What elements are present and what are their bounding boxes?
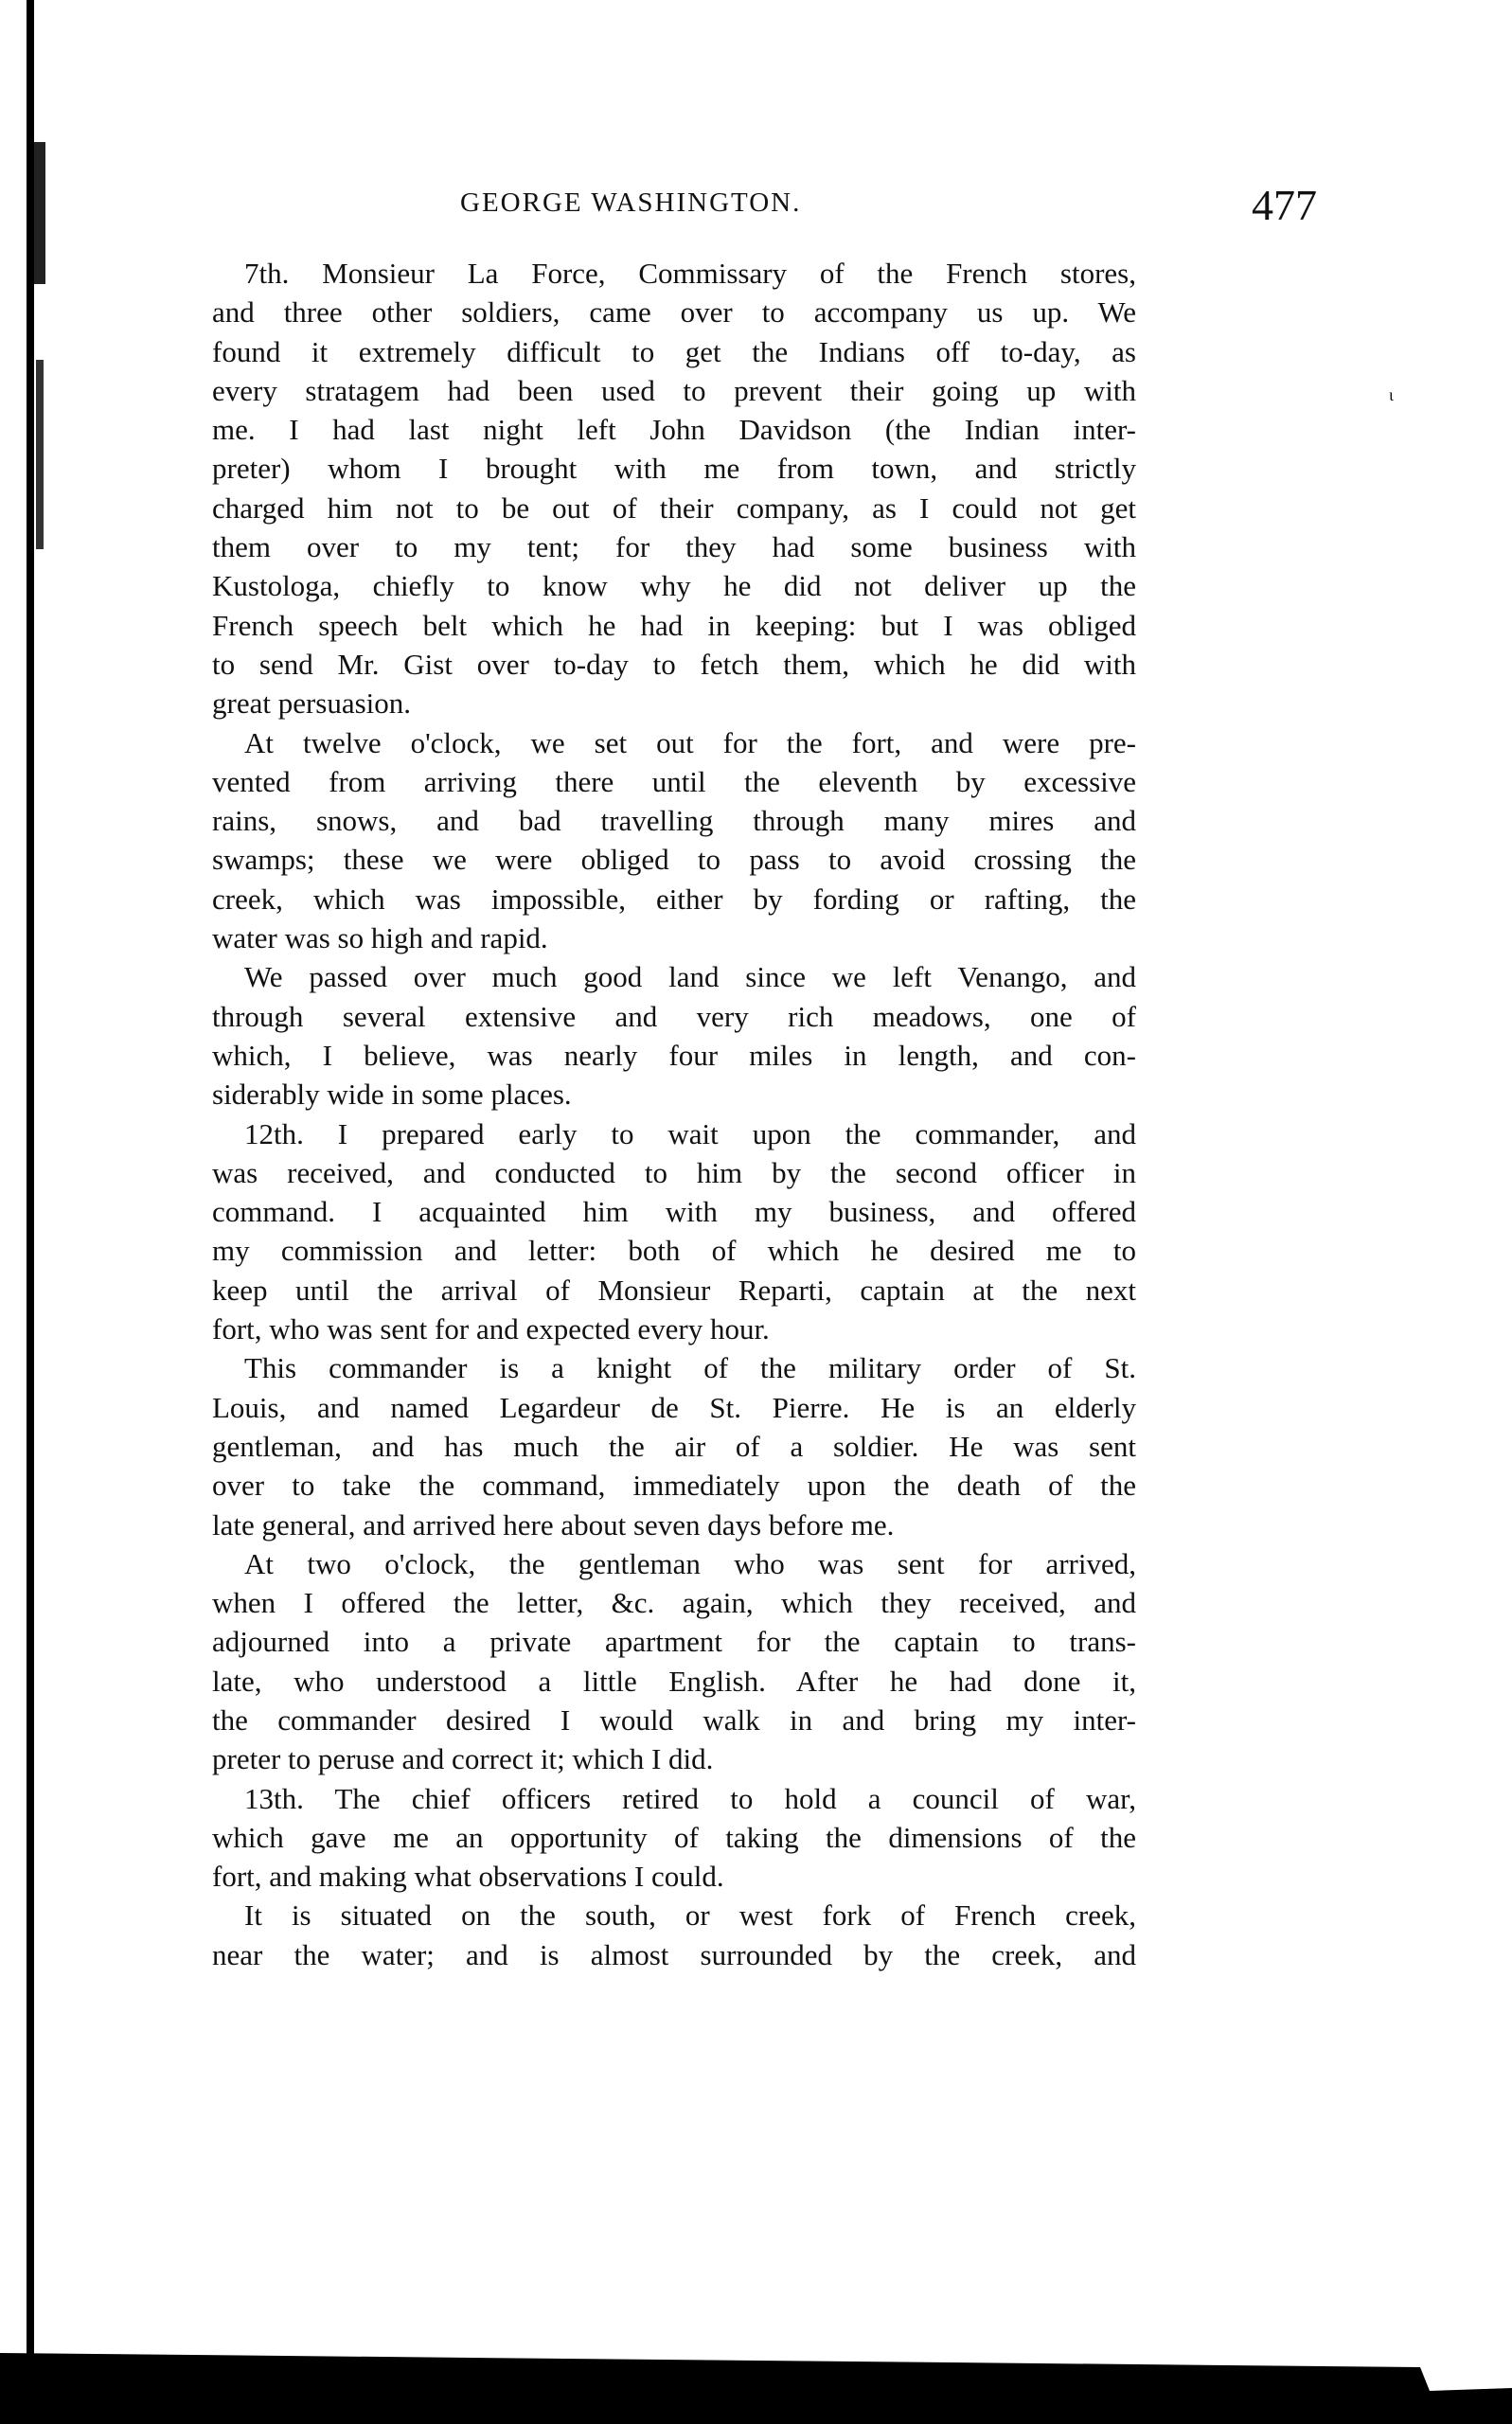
- scan-binding-edge: [36, 360, 44, 549]
- text-line: near the water; and is almost surrounded by the creek, and: [212, 1937, 1136, 1971]
- paragraph: [212, 1348, 1136, 1543]
- text-line: was received, and conducted to him by the second officer in: [212, 1155, 1136, 1189]
- text-line: charged him not to be out of their company, as I could not get: [212, 490, 1136, 525]
- text-line: every stratagem had been used to prevent their going up with: [212, 373, 1136, 407]
- text-line: late, who understood a little English. After he had done it,: [212, 1664, 1136, 1698]
- page-number: 477: [1252, 181, 1317, 229]
- text-line: preter to peruse and correct it; which I did.: [212, 1742, 714, 1776]
- text-line: my commission and letter: both of which he desired me to: [212, 1234, 1136, 1268]
- text-line: which gave me an opportunity of taking the dimensions of the: [212, 1820, 1136, 1854]
- text-line: creek, which was impossible, either by fording or rafting, the: [212, 882, 1136, 916]
- text-line: 7th. Monsieur La Force, Commissary of the French stores,: [244, 257, 1136, 290]
- scan-binding-edge: [27, 0, 34, 2367]
- text-line: rains, snows, and bad travelling through many mires and: [212, 804, 1136, 838]
- text-line: preter) whom I brought with me from town, and strictly: [212, 452, 1136, 486]
- text-line: fort, who was sent for and expected every hour.: [212, 1312, 770, 1346]
- text-line: great persuasion.: [212, 686, 412, 721]
- text-line: fort, and making what observations I could.: [212, 1860, 724, 1894]
- text-line: 12th. I prepared early to wait upon the commander, and: [244, 1116, 1136, 1150]
- paragraph: [212, 723, 1136, 958]
- text-line: At twelve o'clock, we set out for the fort, and were pre-: [244, 725, 1136, 759]
- scan-speck: ι: [1389, 385, 1394, 404]
- text-line: This commander is a knight of the military order of St.: [244, 1351, 1136, 1385]
- text-line: vented from arriving there until the eleventh by excessive: [212, 764, 1136, 798]
- text-line: when I offered the letter, &c. again, which they received, and: [212, 1586, 1136, 1620]
- text-line: 13th. The chief officers retired to hold a council of war,: [244, 1781, 1136, 1815]
- text-line: It is situated on the south, or west fork of French creek,: [244, 1898, 1136, 1933]
- text-line: late general, and arrived here about seven days before me.: [212, 1507, 895, 1542]
- text-line: siderably wide in some places.: [212, 1078, 572, 1112]
- text-line: Kustologa, chiefly to know why he did not deliver up the: [212, 569, 1136, 603]
- text-line: At two o'clock, the gentleman who was sent for arrived,: [244, 1546, 1136, 1580]
- text-line: keep until the arrival of Monsieur Reparti, captain at the next: [212, 1273, 1136, 1307]
- scan-binding-edge: [34, 142, 45, 284]
- text-line: French speech belt which he had in keeping: but I was obliged: [212, 608, 1136, 642]
- text-line: over to take the command, immediately upon the death of the: [212, 1469, 1136, 1503]
- paragraph: [212, 1896, 1136, 1974]
- text-line: adjourned into a private apartment for the captain to trans-: [212, 1625, 1136, 1659]
- text-line: found it extremely difficult to get the Indians off to-day, as: [212, 334, 1136, 368]
- page-body: [212, 254, 1136, 1974]
- text-line: command. I acquainted him with my business, and offered: [212, 1195, 1136, 1229]
- text-line: We passed over much good land since we left Venango, and: [244, 960, 1136, 994]
- text-line: swamps; these we were obliged to pass to avoid crossing the: [212, 843, 1136, 877]
- text-line: me. I had last night left John Davidson (the Indian inter-: [212, 413, 1136, 447]
- running-title: GEORGE WASHINGTON.: [460, 187, 802, 218]
- paragraph: [212, 1114, 1136, 1349]
- text-line: Louis, and named Legardeur de St. Pierre. He is an elderly: [212, 1390, 1136, 1424]
- text-line: gentleman, and has much the air of a soldier. He was sent: [212, 1429, 1136, 1463]
- paragraph: [212, 1779, 1136, 1897]
- text-line: which, I believe, was nearly four miles in length, and con-: [212, 1038, 1136, 1072]
- paragraph: [212, 957, 1136, 1114]
- text-line: the commander desired I would walk in and bring my inter-: [212, 1702, 1136, 1737]
- paragraph: [212, 254, 1136, 723]
- text-line: them over to my tent; for they had some business with: [212, 530, 1136, 564]
- text-line: and three other soldiers, came over to accompany us up. We: [212, 295, 1136, 330]
- scan-bottom-shadow: [0, 2348, 1512, 2424]
- text-line: through several extensive and very rich meadows, one of: [212, 999, 1136, 1033]
- text-line: to send Mr. Gist over to-day to fetch them, which he did with: [212, 647, 1136, 681]
- paragraph: [212, 1544, 1136, 1779]
- text-line: water was so high and rapid.: [212, 921, 548, 955]
